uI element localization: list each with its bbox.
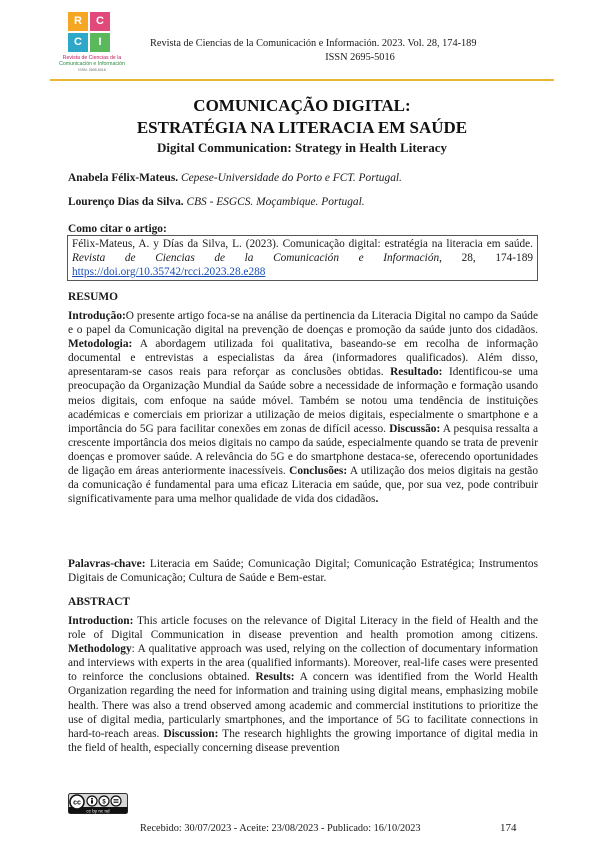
keywords-text: Literacia em Saúde; Comunicação Digital; Comunicação Estratégica; Instrumentos Digitais de Comunicação; Cultura de Saúde e Bem-estar. bbox=[68, 558, 538, 585]
cc-license-badge-icon[interactable] bbox=[68, 793, 128, 814]
abstract-intro-label: Introduction: bbox=[68, 615, 134, 627]
abstract-method: : A qualitative approach was used, relying on the collection of documentary information and interviews with experts in the area (qualified informants). Moreover, real-life cases were presented to reinforce the conclusions obtained. bbox=[68, 643, 538, 684]
page-number: 174 bbox=[500, 822, 517, 834]
logo-text-line1: Revista de Ciencias de la bbox=[62, 55, 122, 61]
publication-dates: Recebido: 30/07/2023 - Aceite: 23/08/2023 - Publicado: 16/10/2023 bbox=[140, 823, 421, 834]
abstract-result: A concern was identified from the World Health Organization regarding the need for information and training using digital means, emphasizing mobile health. There was also a trend observed among academic and commercial institutions to prioritize the use of digital media, particularly smartphones, and the importance of 5G to facilitate connections in hard-to-reach areas. bbox=[68, 671, 538, 740]
abstract-heading: ABSTRACT bbox=[68, 596, 131, 608]
resumo-conclusion-label: Conclusões: bbox=[289, 465, 348, 478]
resumo-method-label: Metodologia: bbox=[68, 338, 133, 351]
citation-volume: , 28, 174-189 bbox=[439, 252, 533, 264]
article-subtitle-english: Digital Communication: Strategy in Health Literacy bbox=[157, 140, 447, 155]
logo-text-issn: ISSN: 2695-5016 bbox=[78, 68, 106, 72]
svg-text:cc by nc nd: cc by nc nd bbox=[86, 808, 110, 814]
abstract-result-label: Results: bbox=[255, 671, 295, 684]
keywords-paragraph bbox=[68, 557, 538, 585]
author-2-affiliation: CBS - ESGCS. Moçambique. Portugal. bbox=[186, 196, 365, 208]
keywords-label: Palavras-chave: bbox=[68, 558, 146, 570]
author-2 bbox=[68, 196, 365, 208]
resumo-result: Identificou-se uma preocupação da Organização Mundial da Saúde sobre a necessidade de informação e formação usando meios digitais, com enfoque na saúde móvel. Também se notou uma tendência de instituições académicas e comerciais em priorizar a utilização de meios digitais, especialmente o smartphone e a importância do 5G para facilitar conexões em zonas de difícil acesso. bbox=[68, 366, 538, 435]
abstract-discussion: The research highlights the growing importance of digital media in the field of health, especially concerning disease prevention bbox=[68, 727, 538, 754]
doi-link[interactable]: https://doi.org/10.35742/rcci.2023.28.e288 bbox=[72, 266, 266, 278]
citation-text: Félix-Mateus, A. y Días da Silva, L. (2023). Comunicação digital: estratégia na literacia em saúde. bbox=[72, 238, 533, 250]
citation-journal: Revista de Ciencias de la Comunicación e Información bbox=[72, 252, 440, 264]
resumo-method: A abordagem utilizada foi qualitativa, baseando-se em recolha de informação documental e entrevistas a especialistas da área (informadores qualificados). Além disso, apresentaram-se casos reais para reforçar as conclusões obtidas. bbox=[68, 338, 538, 379]
logo-cell-c1: C bbox=[90, 12, 110, 31]
author-1-affiliation: Cepese-Universidade do Porto e FCT. Portugal. bbox=[180, 172, 402, 184]
issn: ISSN 2695-5016 bbox=[325, 52, 395, 63]
article-title-line1: COMUNICAÇÃO DIGITAL: bbox=[193, 96, 411, 115]
logo-cell-c2: C bbox=[68, 33, 88, 52]
logo-grid bbox=[68, 12, 112, 52]
svg-text:$: $ bbox=[102, 799, 106, 806]
resumo-intro: O presente artigo foca-se na análise da pertinencia da Literacia Digital no campo da Saúde e o papel da Comunicação digital na prevenção de doenças e promoção da saúde junto dos cidadãos. bbox=[68, 310, 538, 337]
logo-text-line2: Comunicación e Información bbox=[59, 61, 125, 67]
logo-cell-i: I bbox=[90, 33, 110, 52]
journal-reference: Revista de Ciencias de la Comunicación e Información. 2023. Vol. 28, 174-189 bbox=[150, 38, 477, 49]
resumo-heading: RESUMO bbox=[68, 291, 118, 303]
cite-label: Como citar o artigo: bbox=[68, 223, 167, 235]
abstract-method-label: Methodology bbox=[68, 643, 132, 656]
header-divider bbox=[50, 79, 554, 81]
abstract-discussion-label: Discussion: bbox=[163, 727, 219, 740]
resumo-intro-label: Introdução: bbox=[68, 310, 126, 322]
resumo-discussion-label: Discussão: bbox=[389, 422, 441, 435]
author-1 bbox=[68, 172, 402, 184]
resumo-result-label: Resultado: bbox=[390, 366, 443, 379]
author-2-name: Lourenço Dias da Silva. bbox=[68, 196, 184, 208]
resumo-discussion: A pesquisa ressalta a crescente importância dos meios digitais no campo da saúde, especialmente quando se trata de prevenir doenças e promover saúde. A relevância do 5G e do smartphone destaca-se, oferecendo oportunidades de ligação em áreas anteriormente inacessíveis. bbox=[68, 422, 538, 478]
journal-logo bbox=[50, 12, 134, 72]
resumo-conclusion: A utilização dos meios digitais na gestão da comunicação é fundamental para uma eficaz Literacia em saúde, que, por sua vez, pode contribuir significativamente para uma melhor qualidade de vida dos cidadãos bbox=[68, 465, 538, 506]
svg-text:cc: cc bbox=[73, 799, 81, 807]
abstract-paragraph bbox=[68, 614, 538, 755]
article-title-line2: ESTRATÉGIA NA LITERACIA EM SAÚDE bbox=[136, 118, 468, 137]
resumo-conclusion-end: . bbox=[375, 493, 379, 506]
citation-box bbox=[67, 235, 538, 281]
author-1-name: Anabela Félix-Mateus. bbox=[68, 172, 179, 184]
logo-cell-r: R bbox=[68, 12, 88, 31]
resumo-paragraph bbox=[68, 309, 538, 506]
abstract-intro: This article focuses on the relevance of Digital Literacy in the field of Health and the role of Digital Communication in disease prevention and health promotion among citizens. bbox=[68, 615, 538, 642]
